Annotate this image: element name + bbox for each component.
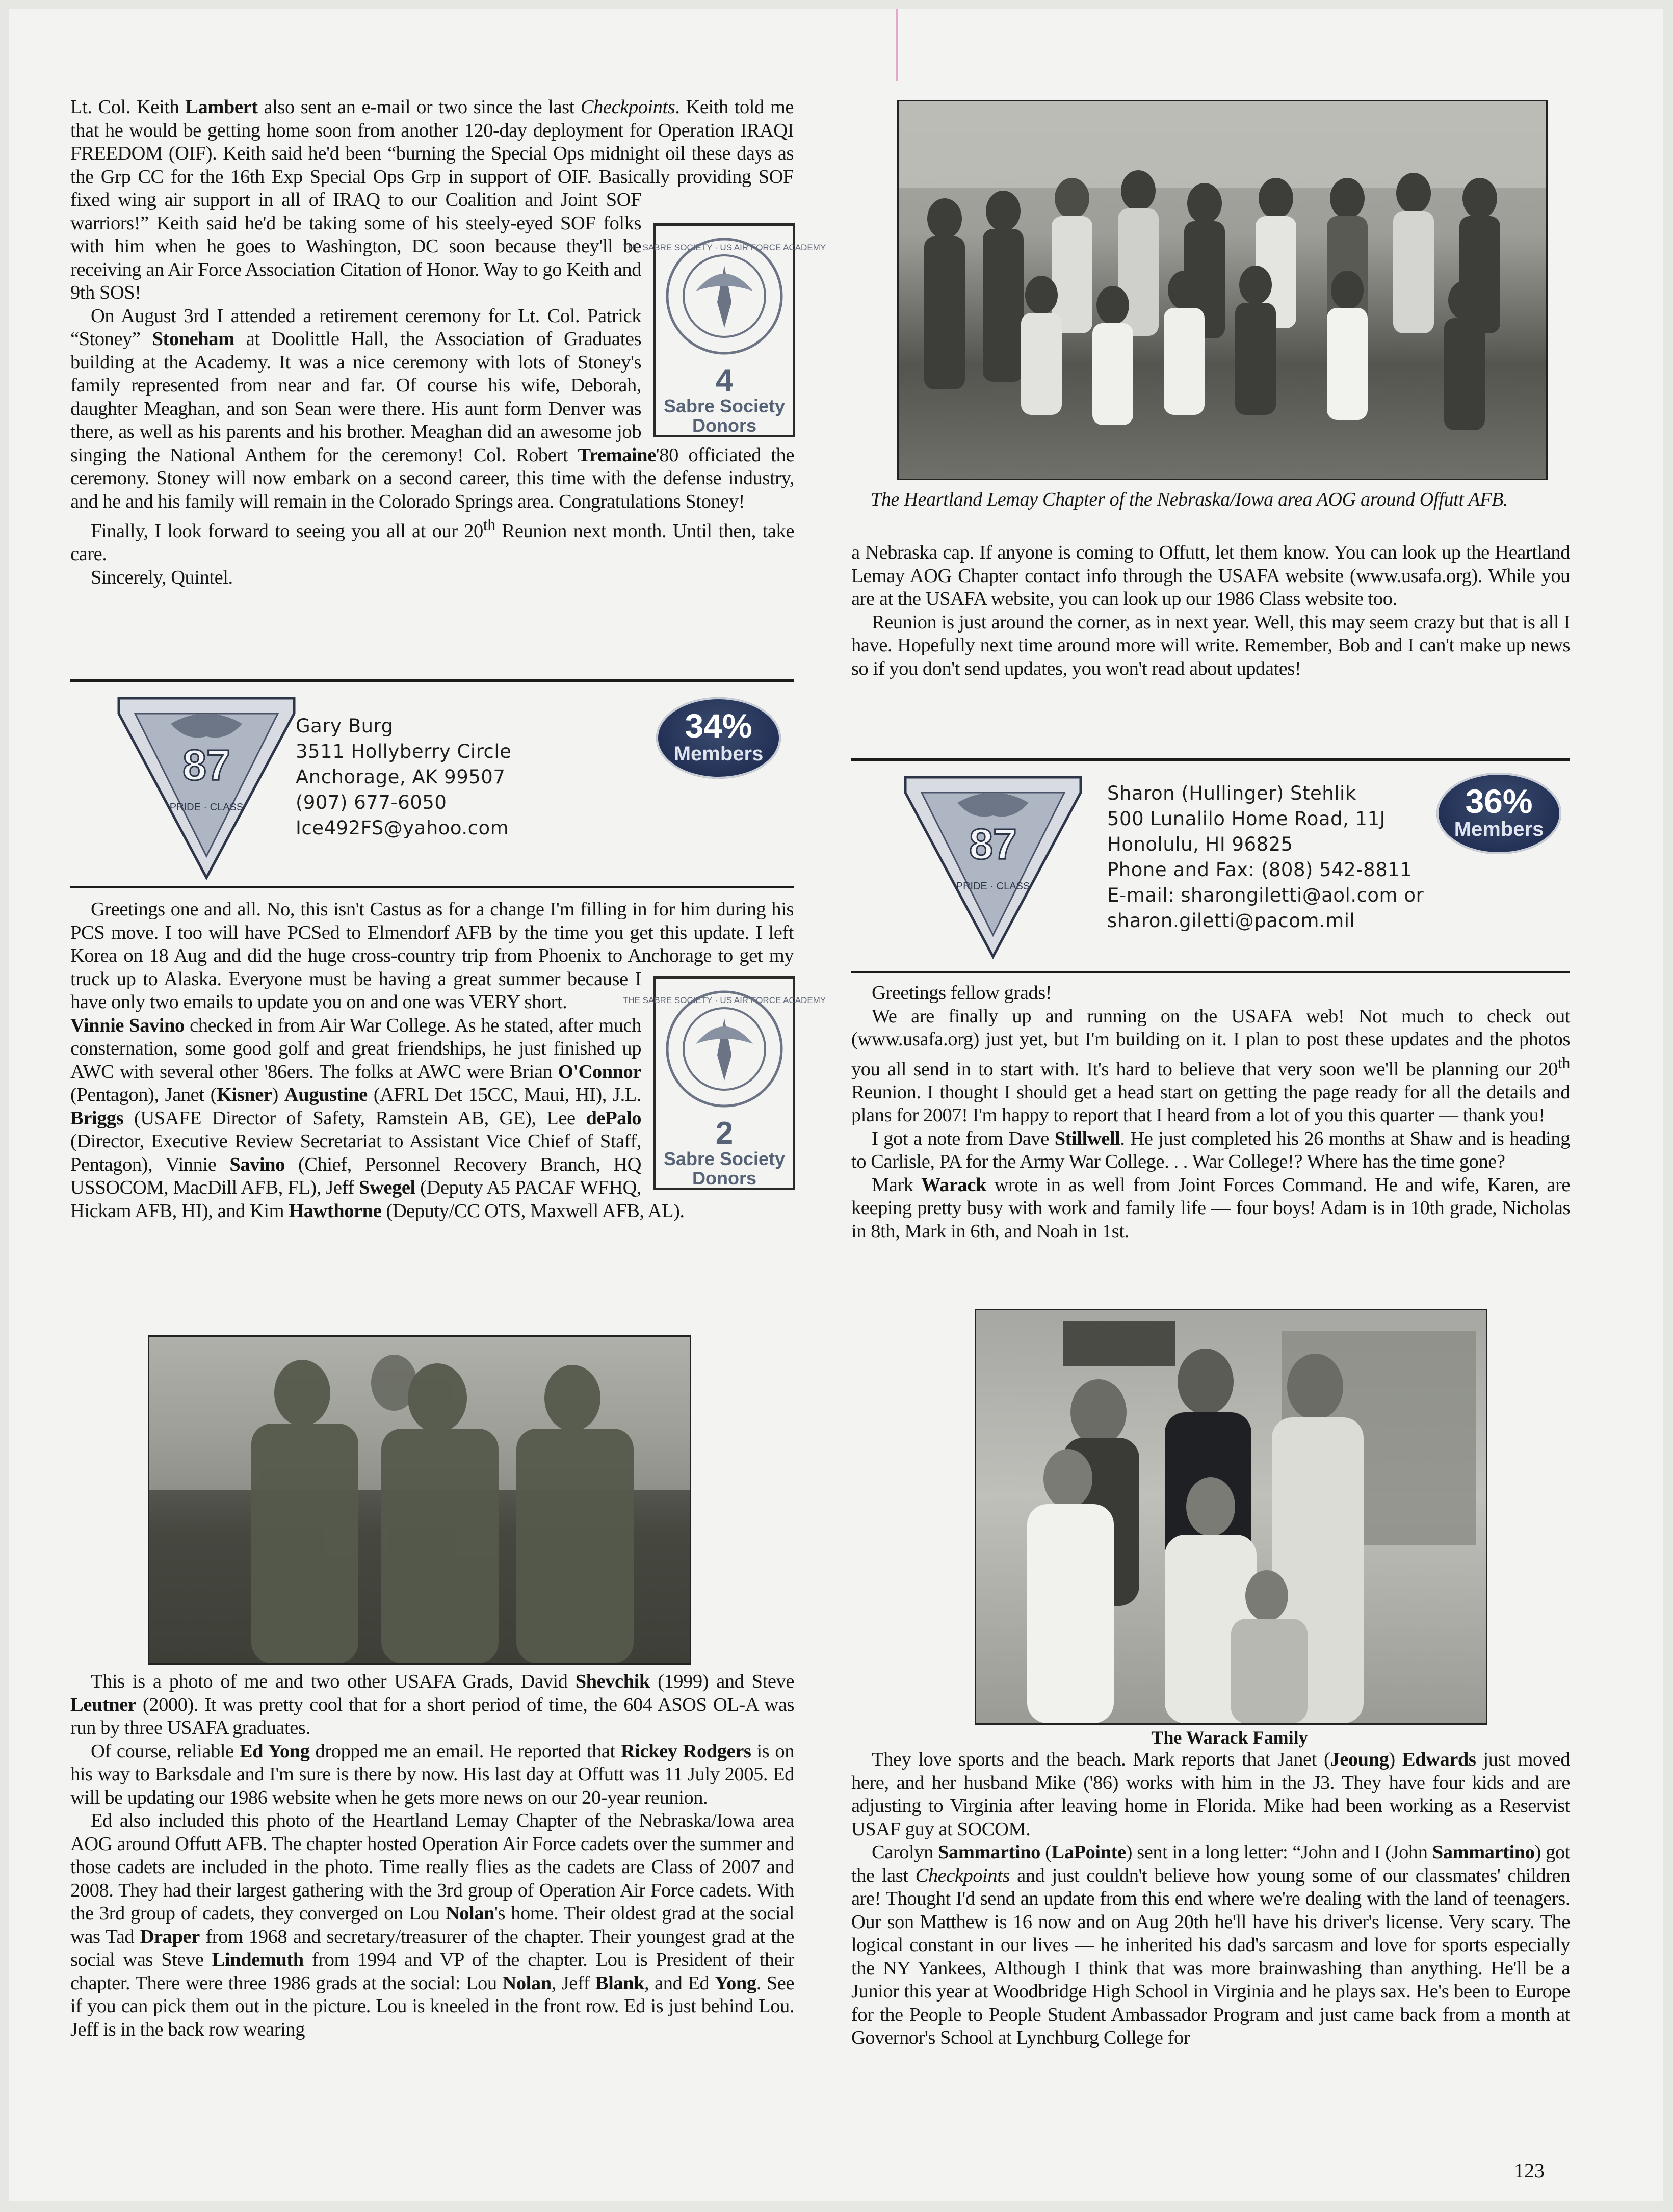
class-crest-icon	[901, 772, 1085, 961]
article-paragraph: Vinnie Savino checked in from Air War College. As he stated, after much consternation, some good golf and great friendships, he just finished up AWC with several other '86ers. The folks at AWC were Brian O'Connor (Pentagon), Janet (Kisner) Augustine (AFRL Det 15CC, Maui, HI), J.L. Briggs (USAFE Director of Safety, Ramstein AB, GE), Lee dePalo (Director, Executive Review Secretariat to Assistant Vice Chief of Staff, Pentagon), Vinnie Savino (Chief, Personnel Recovery Branch, HQ USSOCOM, MacDill AFB, FL), Jeff Swegel (Deputy A5 PACAF WFHQ, Hickam AFB, HI), and Kim Hawthorne (Deputy/CC OTS, Maxwell AFB, AL).	[70, 1014, 685, 1222]
photo-heartland-lemay-chapter	[897, 100, 1548, 480]
sabre-society-badge-1	[622, 223, 826, 437]
page-number: 123	[1514, 2159, 1545, 2182]
article-paragraph: Finally, I look forward to seeing you all at our 20th Reunion next month. Until then, take care.	[70, 515, 794, 565]
photo-caption-heartland: The Heartland Lemay Chapter of the Nebraska/Iowa area AOG around Offutt AFB.	[871, 489, 1508, 510]
svg-text:PRIDE · CLASS: PRIDE · CLASS	[169, 802, 244, 813]
contact-name: Gary Burg	[296, 715, 394, 737]
photo-caption-warack-family: The Warack Family	[1151, 1727, 1308, 1748]
right-article-block-2	[851, 982, 1570, 1243]
membership-percent-value: 36%	[1465, 782, 1533, 820]
sabre-donor-label: Sabre Society Donors	[663, 1148, 786, 1189]
contact-email: Ice492FS@yahoo.com	[296, 817, 509, 839]
membership-percent-badge	[1436, 773, 1561, 854]
membership-percent-label: Members	[1454, 818, 1544, 840]
svg-text:THE SABRE SOCIETY · US AIR FOR: THE SABRE SOCIETY · US AIR FORCE ACADEMY	[622, 995, 826, 1005]
article-paragraph: Reunion is just around the corner, as in next year. Well, this may seem crazy but that is all I have. Hopefully next time around more will write. Remember, Bob and I can't make up news so if you don't send updates, you won't read about updates!	[851, 611, 1570, 679]
membership-percent-label: Members	[673, 743, 764, 765]
svg-text:87: 87	[182, 741, 230, 789]
svg-text:PRIDE · CLASS: PRIDE · CLASS	[956, 881, 1030, 892]
article-paragraph: Mark Warack wrote in as well from Joint Forces Command. He and wife, Karen, are keeping pretty busy with work and family life — four boys! Adam is in 10th grade, Nicholas in 8th, Mark in 6th, and Noah in 1st.	[851, 1174, 1570, 1242]
svg-text:87: 87	[969, 820, 1017, 868]
membership-percent-value: 34%	[685, 707, 752, 745]
contact-email: E-mail: sharongiletti@aol.com or	[1107, 884, 1424, 906]
class-contact-sharon-stehlik	[1107, 781, 1424, 934]
article-paragraph: This is a photo of me and two other USAFA Grads, David Shevchik (1999) and Steve Leutner (2000). It was pretty cool that for a short period of time, the 604 ASOS OL-A was run by three USAFA graduates.	[70, 1671, 794, 1739]
article-paragraph: Greetings one and all. No, this isn't Castus as for a change I'm filling in for him during his PCS move. I too will have PCSed to Elmendorf AFB by the time you get this update. I left Korea on 18 Aug and did the huge cross-country trip from Phoenix to Anchorage to get my truck up to Alaska. Everyone must be having a great summer because I have only two emails to update you on and one was VERY short.	[70, 899, 794, 1013]
article-paragraph: Greetings fellow grads!	[872, 982, 1052, 1004]
article-paragraph: I got a note from Dave Stillwell. He just completed his 26 months at Shaw and is heading to Carlisle, PA for the Army War College. . . War College!? Where has the time gone?	[851, 1127, 1570, 1173]
article-paragraph: They love sports and the beach. Mark reports that Janet (Jeoung) Edwards just moved here, and her husband Mike ('86) works with him in the J3. They have four kids and are adjusting to Virginia after leaving home in Florida. Mike had been working as a Reservist USAF guy at SOCOM.	[851, 1749, 1570, 1840]
contact-name: Sharon (Hullinger) Stehlik	[1107, 782, 1356, 804]
section-divider	[70, 679, 794, 682]
contact-address-line-1: 500 Lunalilo Home Road, 11J	[1107, 808, 1386, 830]
contact-phone: Phone and Fax: (808) 542-8811	[1107, 859, 1413, 881]
left-article-block-3	[70, 1670, 794, 2041]
page-edge-mark	[896, 9, 898, 81]
sabre-donor-count: 2	[715, 1116, 734, 1151]
membership-percent-badge	[656, 697, 781, 779]
contact-phone: (907) 677-6050	[296, 792, 447, 813]
class-crest-icon	[115, 693, 298, 882]
article-paragraph: Lt. Col. Keith Lambert also sent an e-mail or two since the last Checkpoints. Keith told me that he would be getting home soon from another 120-day deployment for Operation IRAQI FREEDOM (OIF). Keith said he'd been “burning the Special Ops midnight oil these days as the Grp CC for the 16th Exp Special Ops Grp in support of OIF. Basically providing SOF fixed wing air support in all of IRAQ to our Coalition and Joint SOF warriors!” Keith said he'd be taking some of his steely-eyed SOF folks with him when he goes to Washington, DC soon because they'll be receiving an Air Force Association Citation of Honor. Way to go Keith and 9th SOS!	[70, 96, 794, 303]
right-article-block-3	[851, 1748, 1570, 2050]
article-paragraph: On August 3rd I attended a retirement ceremony for Lt. Col. Patrick “Stoney” Stoneham at Doolittle Hall, the Association of Graduates building at the Academy. It was a nice ceremony with lots of Stoney's family represented from near and far. Of course his wife, Deborah, daughter Meaghan, and son Sean were there. His aunt form Denver was there, as well as his parents and his brother. Meaghan did an awesome job singing the National Anthem for the ceremony! Col. Robert Tremaine'80 officiated the ceremony. Stoney will now embark on a second career, this time with the defense industry, and he and his family will remain in the Colorado Springs area. Congratulations Stoney!	[70, 305, 794, 512]
contact-address-line-2: Anchorage, AK 99507	[296, 766, 506, 788]
section-divider	[851, 758, 1570, 761]
article-paragraph: a Nebraska cap. If anyone is coming to Offutt, let them know. You can look up the Heartland Lemay AOG Chapter contact info through the USAFA website (www.usafa.org). While you are at the USAFA website, you can look up our 1986 Class website too.	[851, 542, 1570, 610]
sabre-society-seal-icon	[622, 226, 826, 361]
article-paragraph: We are finally up and running on the USAFA web! Not much to check out (www.usafa.org) just yet, but I'm building on it. I plan to post these updates and the photos you all send in to start with. It's hard to believe that very soon we'll be planning our 20th Reunion. I thought I should get a head start on getting the page ready for all the details and plans for 2007! I'm happy to report that I heard from a lot of you this quarter — thank you!	[851, 1005, 1570, 1126]
photo-three-usafa-grads	[148, 1335, 691, 1665]
sabre-society-seal-icon	[622, 979, 826, 1114]
svg-text:THE SABRE SOCIETY · US AIR FOR: THE SABRE SOCIETY · US AIR FORCE ACADEMY	[622, 243, 826, 252]
section-divider	[851, 971, 1570, 973]
article-paragraph: Carolyn Sammartino (LaPointe) sent in a long letter: “John and I (John Sammartino) got the last Checkpoints and just couldn't believe how young some of our classmates' children are! Thought I'd send an update from this end where we're dealing with the land of teenagers. Our son Matthew is 16 now and on Aug 20th he'll have his driver's license. Very scary. The logical constant in our lives — he inherited his dad's sarcasm and love for sports especially the NY Yankees, Although I think that was more brainwashing than anything. He'll be a Junior this year at Woodbridge High School in Virginia and he plays sax. He's been to Europe for the People to People Student Ambassador Program and just came back from a month at Governor's School at Lynchburg College for	[851, 1841, 1570, 2048]
contact-email-2: sharon.giletti@pacom.mil	[1107, 910, 1355, 932]
article-paragraph: Sincerely, Quintel.	[91, 566, 233, 588]
sabre-donor-label: Sabre Society Donors	[663, 396, 786, 436]
article-paragraph: Ed also included this photo of the Heartland Lemay Chapter of the Nebraska/Iowa area AOG around Offutt AFB. The chapter hosted Operation Air Force cadets over the summer and those cadets are included in the photo. Time really flies as the cadets are Class of 2007 and 2008. They had their largest gathering with the 3rd group of Operation Air Force cadets. With the 3rd group of cadets, they converged on Lou Nolan's home. Their oldest grad at the social was Tad Draper from 1968 and secretary/treasurer of the chapter. Their youngest grad at the social was Steve Lindemuth from 1994 and VP of the chapter. Lou is President of their chapter. There were three 1986 grads at the social: Lou Nolan, Jeff Blank, and Ed Yong. See if you can pick them out in the picture. Lou is kneeled in the front row. Ed is just behind Lou. Jeff is in the back row wearing	[70, 1810, 794, 2040]
sabre-society-badge-2	[622, 976, 826, 1190]
right-article-block-1	[851, 541, 1570, 680]
sabre-donor-count: 4	[715, 363, 734, 398]
photo-warack-family	[975, 1309, 1487, 1725]
contact-address-line-1: 3511 Hollyberry Circle	[296, 741, 512, 762]
section-divider	[70, 886, 794, 888]
article-paragraph: Of course, reliable Ed Yong dropped me an email. He reported that Rickey Rodgers is on his way to Barksdale and I'm sure is there by now. His last day at Offutt was 11 July 2005. Ed will be updating our 1986 website when he gets more news on our 20-year reunion.	[70, 1740, 795, 1808]
contact-address-line-2: Honolulu, HI 96825	[1107, 833, 1293, 855]
class-contact-gary-burg	[296, 714, 511, 841]
